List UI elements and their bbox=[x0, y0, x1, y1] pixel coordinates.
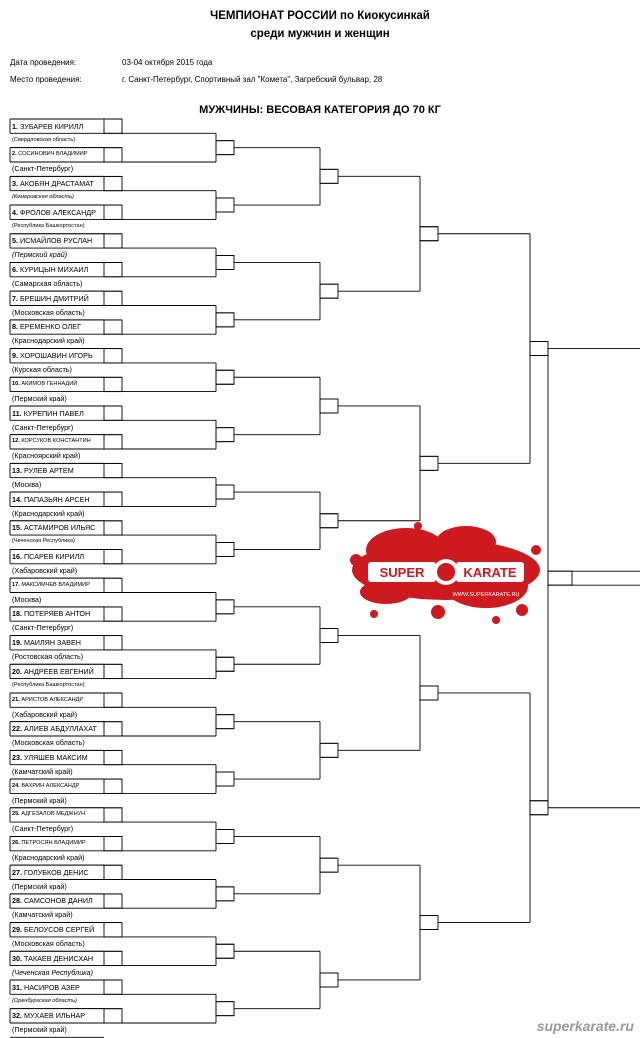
score-box bbox=[104, 980, 122, 994]
participant-name-text: СОСИНОВИЧ ВЛАДИМИР bbox=[18, 151, 88, 158]
score-box bbox=[320, 743, 338, 757]
score-box bbox=[104, 578, 122, 592]
participant-name-text: ТАКАЕВ ДЕНИСХАН bbox=[24, 953, 94, 963]
participant-name bbox=[12, 408, 84, 419]
participant-number: 19. bbox=[12, 638, 24, 648]
participant-name bbox=[12, 207, 96, 218]
participant-number: 6. bbox=[12, 265, 20, 274]
score-box bbox=[104, 550, 122, 564]
participant-region: (Красноярский край) bbox=[12, 451, 81, 461]
participant-region: (Кемеровская область) bbox=[12, 193, 74, 200]
score-box bbox=[320, 284, 338, 298]
score-box bbox=[216, 313, 234, 327]
participant-name-text: САМСОНОВ ДАНИЛ bbox=[24, 896, 93, 906]
participant-number: 25. bbox=[12, 811, 22, 818]
score-box bbox=[216, 715, 234, 729]
participant-name-text: АЛИЕВ АБДУЛЛАХАТ bbox=[24, 724, 97, 734]
score-box bbox=[530, 801, 548, 815]
championship-title: ЧЕМПИОНАТ РОССИИ по Киокусинкай bbox=[210, 10, 430, 22]
participant-name-text: УЛЯШЕВ МАКСИМ bbox=[24, 752, 88, 762]
participant-number: 32. bbox=[12, 1011, 24, 1021]
participant-number: 12. bbox=[12, 438, 22, 445]
participant-number: 15. bbox=[12, 523, 24, 533]
participant-name-text: АНДРЕЕВ ЕВГЕНИЙ bbox=[24, 666, 94, 676]
score-box bbox=[320, 973, 338, 987]
category-title: МУЖЧИНЫ: ВЕСОВАЯ КАТЕГОРИЯ ДО 70 КГ bbox=[199, 104, 441, 116]
score-box bbox=[320, 169, 338, 183]
participant-name bbox=[12, 637, 81, 648]
participant-name-text: АКОБЯН ДРАСТАМАТ bbox=[20, 178, 94, 188]
participant-name-text: КУРЕПИН ПАВЕЛ bbox=[23, 408, 84, 418]
score-box bbox=[104, 722, 122, 736]
participant-number: 23. bbox=[12, 752, 24, 762]
participant-name-text: ПОТЕРЯЕВ АНТОН bbox=[24, 609, 91, 619]
participant-name bbox=[12, 752, 88, 763]
participant-name bbox=[12, 149, 87, 160]
participant-name-text: ФРОЛОВ АЛЕКСАНДР bbox=[20, 207, 96, 217]
participant-name bbox=[12, 695, 83, 706]
score-box bbox=[420, 227, 438, 241]
participant-name bbox=[12, 895, 93, 906]
participant-number: 24. bbox=[12, 782, 22, 789]
participant-number: 11. bbox=[12, 408, 24, 418]
participant-name bbox=[12, 666, 94, 677]
participant-name-text: МАИЛЯН ЗАВЕН bbox=[24, 638, 81, 648]
logo-text-right: KARATE bbox=[463, 565, 517, 580]
participant-name-text: ПАПАЗЬЯН АРСЕН bbox=[24, 494, 90, 504]
participant-number: 20. bbox=[12, 666, 24, 676]
participant-number: 28. bbox=[12, 896, 24, 906]
score-box bbox=[420, 916, 438, 930]
score-box bbox=[104, 951, 122, 965]
score-box bbox=[216, 657, 234, 671]
participant-name bbox=[12, 982, 80, 993]
participant-name bbox=[12, 235, 92, 246]
score-box bbox=[104, 320, 122, 334]
participant-name-text: БРЕШИН ДМИТРИЙ bbox=[20, 293, 89, 303]
score-box bbox=[104, 750, 122, 764]
participant-name-text: ВАХРИН АЛЕКСАНДР bbox=[21, 782, 80, 789]
participant-name-text: АКИМОВ ГЕННАДИЙ bbox=[21, 380, 78, 387]
participant-region: (Пермский край) bbox=[12, 1025, 67, 1035]
participant-region: (Московская область) bbox=[12, 738, 85, 748]
participant-name-text: МАКСИМЧЕВ ВЛАДИМИР bbox=[21, 581, 90, 588]
participant-name-text: ЕРЕМЕНКО ОЛЕГ bbox=[20, 322, 81, 332]
score-box bbox=[216, 600, 234, 614]
participant-number: 31. bbox=[12, 982, 24, 992]
participant-region: (Краснодарский край) bbox=[12, 508, 85, 518]
score-box bbox=[320, 629, 338, 643]
participant-region: (Хабаровский край) bbox=[12, 566, 78, 575]
score-box bbox=[104, 148, 122, 162]
participant-name-text: КУРИЦЫН МИХАИЛ bbox=[20, 265, 89, 274]
score-box bbox=[216, 542, 234, 556]
participant-name bbox=[12, 580, 90, 591]
score-box bbox=[104, 435, 122, 449]
place-value: г. Санкт-Петербург, Спортивный зал "Комета", Загребский бульвар, 28 bbox=[122, 75, 383, 84]
participant-region: (Московская область) bbox=[12, 307, 85, 317]
participant-region: (Санкт-Петербург) bbox=[12, 422, 74, 432]
participant-name-text: ИСМАЙЛОВ РУСЛАН bbox=[20, 236, 93, 246]
score-box bbox=[420, 686, 438, 700]
participant-name bbox=[12, 1010, 85, 1021]
participant-name bbox=[12, 494, 90, 505]
score-box bbox=[104, 291, 122, 305]
score-box bbox=[104, 406, 122, 420]
score-box bbox=[320, 858, 338, 872]
participant-name bbox=[12, 264, 88, 275]
participant-region: (Москва) bbox=[12, 594, 42, 604]
participant-number: 27. bbox=[12, 867, 24, 877]
date-label: Дата проведения: bbox=[10, 58, 77, 67]
participant-number: 16. bbox=[12, 552, 24, 561]
participant-name bbox=[12, 838, 86, 849]
participant-region: (Пермский край) bbox=[12, 250, 68, 260]
final-score-box bbox=[548, 571, 572, 585]
score-box bbox=[104, 1009, 122, 1023]
participant-region: (Санкт-Петербург) bbox=[12, 824, 74, 834]
participant-name-text: КОРСУКОВ КОНСТАНТИН bbox=[21, 438, 91, 445]
score-box bbox=[216, 370, 234, 384]
score-box bbox=[104, 263, 122, 277]
participant-name-text: ХОРОШАВИН ИГОРЬ bbox=[20, 351, 93, 361]
score-box bbox=[216, 772, 234, 786]
participant-number: 3. bbox=[12, 178, 20, 188]
score-box bbox=[216, 1002, 234, 1016]
participant-name bbox=[12, 781, 79, 792]
score-box bbox=[104, 607, 122, 621]
score-box bbox=[104, 693, 122, 707]
score-box bbox=[104, 837, 122, 851]
participant-number: 4. bbox=[12, 207, 20, 217]
participant-name-text: АДГЕЗАЛОВ МЕДЖНУН bbox=[21, 811, 86, 818]
participant-region: (Санкт-Петербург) bbox=[12, 164, 74, 174]
participant-region: (Пермский край) bbox=[12, 881, 67, 891]
watermark: superkarate.ru bbox=[536, 1018, 634, 1034]
score-box bbox=[216, 428, 234, 442]
participant-name-text: МУХАЕВ ИЛЬНАР bbox=[24, 1011, 86, 1021]
participant-name bbox=[12, 293, 89, 304]
participant-region: (Санкт-Петербург) bbox=[12, 623, 74, 633]
participant-name bbox=[12, 321, 81, 332]
participant-region: (Республика Башкортостан) bbox=[12, 222, 85, 229]
participant-number: 8. bbox=[12, 322, 20, 332]
participant-region: (Камчатский край) bbox=[12, 910, 73, 920]
participant-region: (Курская область) bbox=[12, 365, 72, 375]
participant-region: (Чеченская Республика) bbox=[12, 538, 75, 545]
place-label: Место проведения: bbox=[10, 75, 82, 84]
participant-name bbox=[12, 436, 91, 447]
participant-number: 9. bbox=[12, 351, 20, 361]
participant-name bbox=[12, 953, 93, 964]
participant-number: 13. bbox=[12, 465, 24, 475]
participant-number: 17. bbox=[12, 581, 22, 588]
participant-number: 14. bbox=[12, 494, 24, 504]
participant-name-text: РУЛЕВ АРТЕМ bbox=[24, 465, 74, 475]
score-box bbox=[320, 399, 338, 413]
score-box bbox=[320, 514, 338, 528]
participant-name bbox=[12, 121, 83, 132]
participant-name bbox=[12, 924, 94, 935]
participant-name bbox=[12, 178, 94, 189]
score-box bbox=[216, 485, 234, 499]
participant-name bbox=[12, 608, 90, 619]
participant-number: 22. bbox=[12, 724, 24, 734]
date-value: 03-04 октября 2015 года bbox=[122, 58, 213, 67]
participant-name bbox=[12, 379, 77, 390]
score-box bbox=[104, 205, 122, 219]
score-box bbox=[104, 636, 122, 650]
participant-name bbox=[12, 809, 85, 820]
participant-number: 5. bbox=[12, 236, 20, 246]
participant-number: 21. bbox=[12, 696, 22, 703]
score-box bbox=[216, 198, 234, 212]
participant-region: (Оренбургская область) bbox=[12, 997, 77, 1004]
score-box bbox=[104, 808, 122, 822]
participant-name bbox=[12, 522, 95, 533]
score-box bbox=[104, 349, 122, 363]
participant-name-text: БЕЛОУСОВ СЕРГЕЙ bbox=[24, 925, 95, 935]
score-box bbox=[216, 944, 234, 958]
participant-number: 2. bbox=[12, 151, 19, 158]
participant-name-text: АСТАМИРОВ ИЛЬЯС bbox=[24, 523, 96, 533]
score-box bbox=[104, 894, 122, 908]
participant-number: 29. bbox=[12, 925, 24, 935]
score-box bbox=[104, 521, 122, 535]
score-box bbox=[104, 492, 122, 506]
participant-name bbox=[12, 350, 93, 361]
participant-number: 30. bbox=[12, 953, 24, 963]
score-box bbox=[104, 664, 122, 678]
score-box bbox=[104, 119, 122, 133]
championship-subtitle: среди мужчин и женщин bbox=[250, 28, 390, 40]
score-box bbox=[104, 865, 122, 879]
score-box bbox=[216, 141, 234, 155]
score-box bbox=[104, 176, 122, 190]
score-box bbox=[104, 463, 122, 477]
participant-region: (Ростовская область) bbox=[12, 652, 84, 662]
participant-region: (Краснодарский край) bbox=[12, 336, 85, 346]
participant-name-text: ГОЛУБКОВ ДЕНИС bbox=[24, 867, 89, 877]
score-box bbox=[530, 342, 548, 356]
participant-name-text: ПЕТРОСЯН ВЛАДИМИР bbox=[21, 840, 86, 846]
participant-region: (Хабаровский край) bbox=[12, 709, 78, 719]
participant-region: (Республика Башкортостан) bbox=[12, 681, 85, 688]
logo-url: WWW.SUPERKARATE.RU bbox=[452, 592, 520, 598]
participant-region: (Свердловская область) bbox=[12, 136, 76, 143]
participant-number: 10. bbox=[12, 380, 22, 387]
participant-name-text: ПСАРЕВ КИРИЛЛ bbox=[24, 552, 85, 561]
participant-region: (Камчатский край) bbox=[12, 766, 73, 776]
participant-region: (Московская область) bbox=[12, 939, 85, 949]
superkarate-logo bbox=[346, 520, 546, 628]
score-box bbox=[216, 829, 234, 843]
participant-region: (Пермский край) bbox=[12, 795, 67, 805]
participant-region: (Чеченская Республика) bbox=[12, 967, 93, 977]
score-box bbox=[216, 887, 234, 901]
participant-region: (Москва) bbox=[12, 479, 42, 489]
score-box bbox=[104, 923, 122, 937]
score-box bbox=[104, 779, 122, 793]
participant-name bbox=[12, 867, 89, 878]
participant-region: (Краснодарский край) bbox=[12, 853, 85, 862]
participant-number: 18. bbox=[12, 609, 24, 619]
participant-name bbox=[12, 551, 84, 562]
logo-text-left: SUPER bbox=[379, 565, 425, 580]
participant-name bbox=[12, 465, 74, 476]
participant-region: (Самарская область) bbox=[12, 279, 83, 288]
participant-number: 26. bbox=[12, 840, 22, 846]
score-box bbox=[420, 456, 438, 470]
participant-number: 7. bbox=[12, 293, 20, 303]
participant-region: (Пермский край) bbox=[12, 393, 67, 403]
score-box bbox=[104, 377, 122, 391]
participant-name-text: АРИСТОВ АЛЕКСАНДР bbox=[21, 696, 84, 703]
score-box bbox=[104, 234, 122, 248]
participant-name bbox=[12, 723, 97, 734]
score-box bbox=[216, 255, 234, 269]
participant-number: 1. bbox=[12, 121, 20, 131]
participant-name-text: ЗУБАРЕВ КИРИЛЛ bbox=[20, 121, 84, 131]
participant-name-text: НАСИРОВ АЗЕР bbox=[24, 982, 80, 992]
